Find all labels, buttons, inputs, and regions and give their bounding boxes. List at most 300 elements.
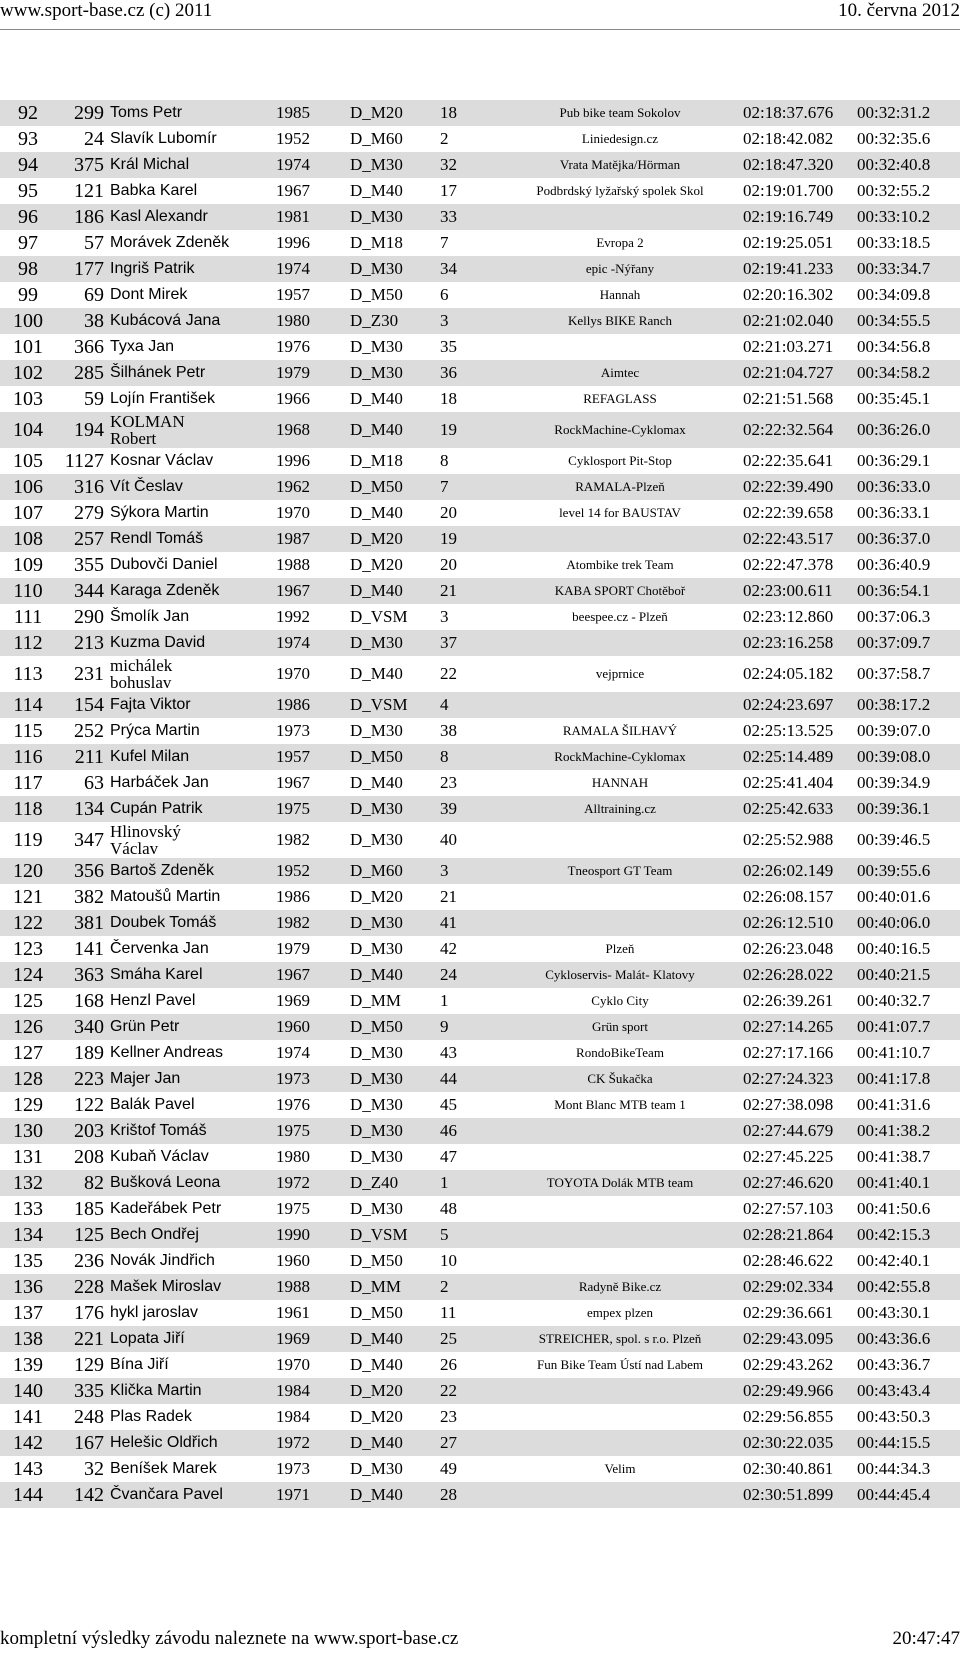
table-row <box>0 770 960 796</box>
result-club: REFAGLASS <box>583 391 657 406</box>
result-loss: 00:32:35.6 <box>857 129 931 148</box>
result-time: 02:24:05.182 <box>743 664 834 683</box>
result-bib: 375 <box>74 154 104 176</box>
result-name: michálek bohuslav <box>110 656 173 692</box>
table-row <box>0 1040 960 1066</box>
result-loss: 00:37:09.7 <box>857 633 931 652</box>
result-rank: 98 <box>18 258 38 280</box>
result-rank: 127 <box>13 1042 43 1064</box>
result-category-position: 1 <box>440 991 449 1010</box>
result-club: Liniedesign.cz <box>581 131 659 146</box>
result-category: D_M30 <box>350 1459 403 1478</box>
result-name: Morávek Zdeněk <box>110 234 230 251</box>
result-category-position: 33 <box>440 207 457 226</box>
result-name: Hlinovský Václav <box>110 822 181 858</box>
result-time: 02:26:23.048 <box>743 939 834 958</box>
result-loss: 00:36:37.0 <box>857 529 931 548</box>
result-category-position: 41 <box>440 913 457 932</box>
result-name: Slavík Lubomír <box>110 130 217 147</box>
result-rank: 134 <box>13 1224 43 1246</box>
table-row <box>0 412 960 448</box>
result-name: Smáha Karel <box>110 966 203 983</box>
table-row <box>0 1118 960 1144</box>
result-time: 02:28:46.622 <box>743 1251 834 1270</box>
result-bib: 363 <box>74 964 104 986</box>
result-loss: 00:44:45.4 <box>857 1485 931 1504</box>
result-name: Kellner Andreas <box>110 1044 223 1061</box>
result-category: D_M40 <box>350 1329 403 1348</box>
result-rank: 101 <box>13 336 43 358</box>
result-year: 1960 <box>276 1017 310 1036</box>
result-rank: 99 <box>18 284 38 306</box>
result-category: D_M60 <box>350 129 403 148</box>
result-club: Atombike trek Team <box>566 557 674 572</box>
result-rank: 132 <box>13 1172 43 1194</box>
result-name: Bína Jiří <box>110 1356 169 1373</box>
result-time: 02:22:39.490 <box>743 477 834 496</box>
result-time: 02:27:14.265 <box>743 1017 834 1036</box>
result-club: level 14 for BAUSTAV <box>559 505 681 520</box>
result-rank: 121 <box>13 886 43 908</box>
result-time: 02:29:49.966 <box>743 1381 834 1400</box>
result-time: 02:22:43.517 <box>743 529 834 548</box>
result-loss: 00:41:10.7 <box>857 1043 931 1062</box>
result-bib: 356 <box>74 860 104 882</box>
result-time: 02:25:13.525 <box>743 721 834 740</box>
table-row <box>0 1170 960 1196</box>
result-category: D_M40 <box>350 664 403 683</box>
table-row <box>0 552 960 578</box>
result-rank: 103 <box>13 388 43 410</box>
result-bib: 176 <box>74 1302 104 1324</box>
result-loss: 00:42:15.3 <box>857 1225 931 1244</box>
result-category: D_MM <box>350 991 402 1010</box>
result-club: Kellys BIKE Ranch <box>568 313 672 328</box>
result-rank: 118 <box>13 798 43 820</box>
result-loss: 00:43:43.4 <box>857 1381 931 1400</box>
result-name: Dont Mirek <box>110 286 188 303</box>
result-bib: 24 <box>84 128 104 150</box>
result-year: 1968 <box>276 420 310 439</box>
result-time: 02:29:43.095 <box>743 1329 834 1348</box>
result-club: Tneosport GT Team <box>567 863 673 878</box>
result-rank: 114 <box>13 694 43 716</box>
result-year: 1967 <box>276 181 310 200</box>
result-bib: 213 <box>74 632 104 654</box>
result-time: 02:19:41.233 <box>743 259 834 278</box>
result-time: 02:22:35.641 <box>743 451 834 470</box>
result-loss: 00:41:31.6 <box>857 1095 931 1114</box>
result-category: D_M20 <box>350 1381 403 1400</box>
result-loss: 00:40:32.7 <box>857 991 931 1010</box>
result-category-position: 25 <box>440 1329 457 1348</box>
result-time: 02:21:04.727 <box>743 363 834 382</box>
header-divider <box>0 29 960 30</box>
result-time: 02:27:45.225 <box>743 1147 834 1166</box>
result-category: D_M20 <box>350 103 403 122</box>
result-category-position: 26 <box>440 1355 457 1374</box>
result-bib: 168 <box>74 990 104 1012</box>
result-loss: 00:41:38.7 <box>857 1147 931 1166</box>
table-row <box>0 1326 960 1352</box>
result-rank: 95 <box>18 180 38 202</box>
result-rank: 113 <box>13 663 43 685</box>
result-name: Bartoš Zdeněk <box>110 862 215 879</box>
result-name: Červenka Jan <box>110 940 209 957</box>
result-rank: 135 <box>13 1250 43 1272</box>
result-bib: 231 <box>74 663 104 685</box>
result-bib: 129 <box>74 1354 104 1376</box>
result-bib: 69 <box>84 284 104 306</box>
result-bib: 335 <box>74 1380 104 1402</box>
result-bib: 194 <box>74 419 104 441</box>
result-club: HANNAH <box>591 775 649 790</box>
result-year: 1979 <box>276 363 310 382</box>
result-category: D_M18 <box>350 233 403 252</box>
result-loss: 00:39:46.5 <box>857 830 931 849</box>
table-row <box>0 152 960 178</box>
result-category: D_M18 <box>350 451 403 470</box>
result-loss: 00:41:50.6 <box>857 1199 931 1218</box>
result-club: STREICHER, spol. s r.o. Plzeň <box>538 1331 702 1346</box>
result-club: Hannah <box>599 287 641 302</box>
result-time: 02:22:39.658 <box>743 503 834 522</box>
table-row <box>0 1092 960 1118</box>
result-name: Čvančara Pavel <box>110 1486 223 1503</box>
result-time: 02:29:43.262 <box>743 1355 834 1374</box>
table-row <box>0 1196 960 1222</box>
result-category: D_M30 <box>350 1121 403 1140</box>
result-loss: 00:40:01.6 <box>857 887 931 906</box>
result-category-position: 17 <box>440 181 457 200</box>
header-left-text: www.sport-base.cz (c) 2011 <box>0 0 213 21</box>
result-year: 1979 <box>276 939 310 958</box>
result-club: KABA SPORT Chotěboř <box>554 583 686 598</box>
result-category: D_M20 <box>350 887 403 906</box>
result-rank: 120 <box>13 860 43 882</box>
result-bib: 223 <box>74 1068 104 1090</box>
result-time: 02:26:02.149 <box>743 861 834 880</box>
table-row <box>0 630 960 656</box>
result-year: 1996 <box>276 451 310 470</box>
header-date: 10. června 2012 <box>838 0 960 21</box>
result-category: D_M30 <box>350 913 403 932</box>
result-year: 1984 <box>276 1381 310 1400</box>
result-year: 1967 <box>276 965 310 984</box>
table-row <box>0 1300 960 1326</box>
table-row <box>0 256 960 282</box>
result-time: 02:27:44.679 <box>743 1121 834 1140</box>
result-category-position: 4 <box>440 695 449 714</box>
table-row <box>0 230 960 256</box>
result-year: 1987 <box>276 529 310 548</box>
result-category: D_Z40 <box>350 1173 399 1192</box>
result-loss: 00:34:56.8 <box>857 337 931 356</box>
result-category: D_M50 <box>350 1017 403 1036</box>
result-year: 1967 <box>276 773 310 792</box>
result-time: 02:27:46.620 <box>743 1173 834 1192</box>
result-category-position: 10 <box>440 1251 457 1270</box>
result-time: 02:29:36.661 <box>743 1303 834 1322</box>
result-category-position: 32 <box>440 155 457 174</box>
result-club: Plzeň <box>605 941 635 956</box>
table-row <box>0 448 960 474</box>
table-row <box>0 1404 960 1430</box>
result-category-position: 28 <box>440 1485 457 1504</box>
result-rank: 123 <box>13 938 43 960</box>
result-time: 02:21:51.568 <box>743 389 834 408</box>
result-year: 1961 <box>276 1303 310 1322</box>
table-row <box>0 936 960 962</box>
result-name: Šmolík Jan <box>110 608 190 625</box>
result-bib: 189 <box>74 1042 104 1064</box>
table-row <box>0 1222 960 1248</box>
result-loss: 00:40:16.5 <box>857 939 931 958</box>
result-category: D_M20 <box>350 1407 403 1426</box>
result-year: 1974 <box>276 155 310 174</box>
result-category-position: 21 <box>440 887 457 906</box>
result-bib: 344 <box>74 580 104 602</box>
result-rank: 93 <box>18 128 38 150</box>
result-year: 1972 <box>276 1173 310 1192</box>
result-club: Aimtec <box>600 365 640 380</box>
result-time: 02:23:16.258 <box>743 633 834 652</box>
result-loss: 00:36:29.1 <box>857 451 931 470</box>
result-loss: 00:43:36.6 <box>857 1329 931 1348</box>
result-bib: 257 <box>74 528 104 550</box>
result-category-position: 23 <box>440 773 457 792</box>
result-year: 1975 <box>276 1199 310 1218</box>
result-name: Sýkora Martin <box>110 504 209 521</box>
result-category-position: 44 <box>440 1069 457 1088</box>
result-time: 02:25:41.404 <box>743 773 834 792</box>
table-row <box>0 962 960 988</box>
result-bib: 167 <box>74 1432 104 1454</box>
result-time: 02:30:40.861 <box>743 1459 834 1478</box>
page-header <box>0 0 960 30</box>
result-time: 02:22:47.378 <box>743 555 834 574</box>
result-category-position: 49 <box>440 1459 457 1478</box>
result-name: Tyxa Jan <box>110 338 175 355</box>
result-time: 02:28:21.864 <box>743 1225 834 1244</box>
result-name: Kubaň Václav <box>110 1148 209 1165</box>
result-name: Novák Jindřich <box>110 1252 215 1269</box>
result-loss: 00:39:08.0 <box>857 747 931 766</box>
result-loss: 00:37:06.3 <box>857 607 931 626</box>
result-category-position: 45 <box>440 1095 457 1114</box>
result-loss: 00:42:55.8 <box>857 1277 931 1296</box>
result-year: 1982 <box>276 830 310 849</box>
result-time: 02:27:38.098 <box>743 1095 834 1114</box>
footer-left-text: kompletní výsledky závodu naleznete na www.sport-base.cz <box>0 1628 459 1649</box>
result-bib: 63 <box>84 772 104 794</box>
result-category-position: 18 <box>440 389 457 408</box>
result-year: 1980 <box>276 311 310 330</box>
table-row <box>0 910 960 936</box>
result-year: 1985 <box>276 103 310 122</box>
result-year: 1974 <box>276 633 310 652</box>
result-club: RockMachine-Cyklomax <box>554 749 686 764</box>
result-name: Dubovči Daniel <box>110 556 218 573</box>
result-loss: 00:39:36.1 <box>857 799 931 818</box>
result-bib: 154 <box>74 694 104 716</box>
result-club: Pub bike team Sokolov <box>559 105 681 120</box>
table-row <box>0 988 960 1014</box>
result-year: 1952 <box>276 861 310 880</box>
result-bib: 211 <box>74 746 104 768</box>
result-loss: 00:34:58.2 <box>857 363 931 382</box>
table-row <box>0 204 960 230</box>
result-year: 1957 <box>276 747 310 766</box>
result-year: 1974 <box>276 259 310 278</box>
footer-time: 20:47:47 <box>892 1628 960 1649</box>
result-year: 1971 <box>276 1485 310 1504</box>
result-loss: 00:36:40.9 <box>857 555 931 574</box>
result-category: D_VSM <box>350 1225 408 1244</box>
result-category-position: 7 <box>440 477 449 496</box>
result-rank: 94 <box>18 154 38 176</box>
result-loss: 00:36:33.0 <box>857 477 931 496</box>
result-name: Beníšek Marek <box>110 1460 217 1477</box>
result-club: Cyklosport Pit-Stop <box>568 453 672 468</box>
result-name: Mašek Miroslav <box>110 1278 222 1295</box>
result-category-position: 8 <box>440 747 449 766</box>
result-category-position: 2 <box>440 129 449 148</box>
result-loss: 00:33:34.7 <box>857 259 931 278</box>
result-loss: 00:34:55.5 <box>857 311 931 330</box>
result-bib: 57 <box>84 232 104 254</box>
result-year: 1967 <box>276 581 310 600</box>
result-category: D_M50 <box>350 747 403 766</box>
result-category-position: 21 <box>440 581 457 600</box>
result-year: 1988 <box>276 1277 310 1296</box>
result-club: RondoBikeTeam <box>576 1045 664 1060</box>
result-category-position: 22 <box>440 1381 457 1400</box>
result-time: 02:19:25.051 <box>743 233 834 252</box>
result-loss: 00:44:15.5 <box>857 1433 931 1452</box>
result-club: empex plzen <box>586 1305 654 1320</box>
result-year: 1982 <box>276 913 310 932</box>
result-bib: 59 <box>84 388 104 410</box>
table-row <box>0 100 960 126</box>
result-year: 1952 <box>276 129 310 148</box>
result-name: Balák Pavel <box>110 1096 195 1113</box>
result-category-position: 2 <box>440 1277 449 1296</box>
result-loss: 00:33:10.2 <box>857 207 931 226</box>
result-time: 02:27:24.323 <box>743 1069 834 1088</box>
result-year: 1986 <box>276 887 310 906</box>
result-rank: 110 <box>13 580 43 602</box>
result-year: 1973 <box>276 721 310 740</box>
result-club: Cyklo City <box>591 993 649 1008</box>
result-rank: 137 <box>13 1302 43 1324</box>
result-rank: 96 <box>18 206 38 228</box>
result-year: 1996 <box>276 233 310 252</box>
result-bib: 32 <box>84 1458 104 1480</box>
result-category-position: 39 <box>440 799 457 818</box>
result-year: 1980 <box>276 1147 310 1166</box>
result-time: 02:27:17.166 <box>743 1043 834 1062</box>
result-name: Bech Ondřej <box>110 1226 199 1243</box>
result-name: Šilhánek Petr <box>110 364 206 381</box>
result-name: Kufel Milan <box>110 748 190 765</box>
result-category: D_M30 <box>350 830 403 849</box>
result-rank: 105 <box>13 450 43 472</box>
result-rank: 125 <box>13 990 43 1012</box>
result-category-position: 6 <box>440 285 449 304</box>
table-row <box>0 360 960 386</box>
result-year: 1962 <box>276 477 310 496</box>
result-time: 02:20:16.302 <box>743 285 834 304</box>
result-category-position: 19 <box>440 420 457 439</box>
result-year: 1975 <box>276 1121 310 1140</box>
result-year: 1969 <box>276 1329 310 1348</box>
result-category-position: 20 <box>440 555 457 574</box>
result-category-position: 19 <box>440 529 457 548</box>
table-row <box>0 386 960 412</box>
result-category: D_M30 <box>350 1095 403 1114</box>
result-year: 1969 <box>276 991 310 1010</box>
result-category: D_M20 <box>350 555 403 574</box>
result-category: D_M50 <box>350 1303 403 1322</box>
result-time: 02:25:52.988 <box>743 830 834 849</box>
result-category-position: 24 <box>440 965 457 984</box>
result-year: 1992 <box>276 607 310 626</box>
result-club: RockMachine-Cyklomax <box>554 422 686 437</box>
result-name: Majer Jan <box>110 1070 181 1087</box>
result-category: D_M40 <box>350 1355 403 1374</box>
result-category: D_M30 <box>350 1199 403 1218</box>
result-name: Helešic Oldřich <box>110 1434 218 1451</box>
result-time: 02:29:02.334 <box>743 1277 834 1296</box>
result-category-position: 22 <box>440 664 457 683</box>
result-bib: 122 <box>74 1094 104 1116</box>
result-rank: 139 <box>13 1354 43 1376</box>
table-row <box>0 126 960 152</box>
result-bib: 203 <box>74 1120 104 1142</box>
result-time: 02:26:28.022 <box>743 965 834 984</box>
result-time: 02:26:08.157 <box>743 887 834 906</box>
result-loss: 00:41:17.8 <box>857 1069 931 1088</box>
result-rank: 136 <box>13 1276 43 1298</box>
result-loss: 00:44:34.3 <box>857 1459 931 1478</box>
result-bib: 252 <box>74 720 104 742</box>
result-category: D_VSM <box>350 695 408 714</box>
result-year: 1976 <box>276 1095 310 1114</box>
result-category: D_VSM <box>350 607 408 626</box>
result-category-position: 7 <box>440 233 449 252</box>
result-rank: 126 <box>13 1016 43 1038</box>
result-name: Král Michal <box>110 156 190 173</box>
result-category-position: 48 <box>440 1199 457 1218</box>
result-category-position: 11 <box>440 1303 457 1322</box>
result-club: Vrata Matějka/Hörman <box>559 157 681 172</box>
result-category-position: 3 <box>440 607 449 626</box>
result-category: D_M30 <box>350 155 403 174</box>
result-year: 1975 <box>276 799 310 818</box>
table-row <box>0 1430 960 1456</box>
result-name: Cupán Patrik <box>110 800 203 817</box>
result-bib: 121 <box>74 180 104 202</box>
result-year: 1974 <box>276 1043 310 1062</box>
result-category-position: 34 <box>440 259 457 278</box>
result-loss: 00:34:09.8 <box>857 285 931 304</box>
result-loss: 00:43:36.7 <box>857 1355 931 1374</box>
result-loss: 00:36:26.0 <box>857 420 931 439</box>
result-time: 02:19:16.749 <box>743 207 834 226</box>
result-club: Evropa 2 <box>596 235 644 250</box>
result-time: 02:23:00.611 <box>743 581 833 600</box>
